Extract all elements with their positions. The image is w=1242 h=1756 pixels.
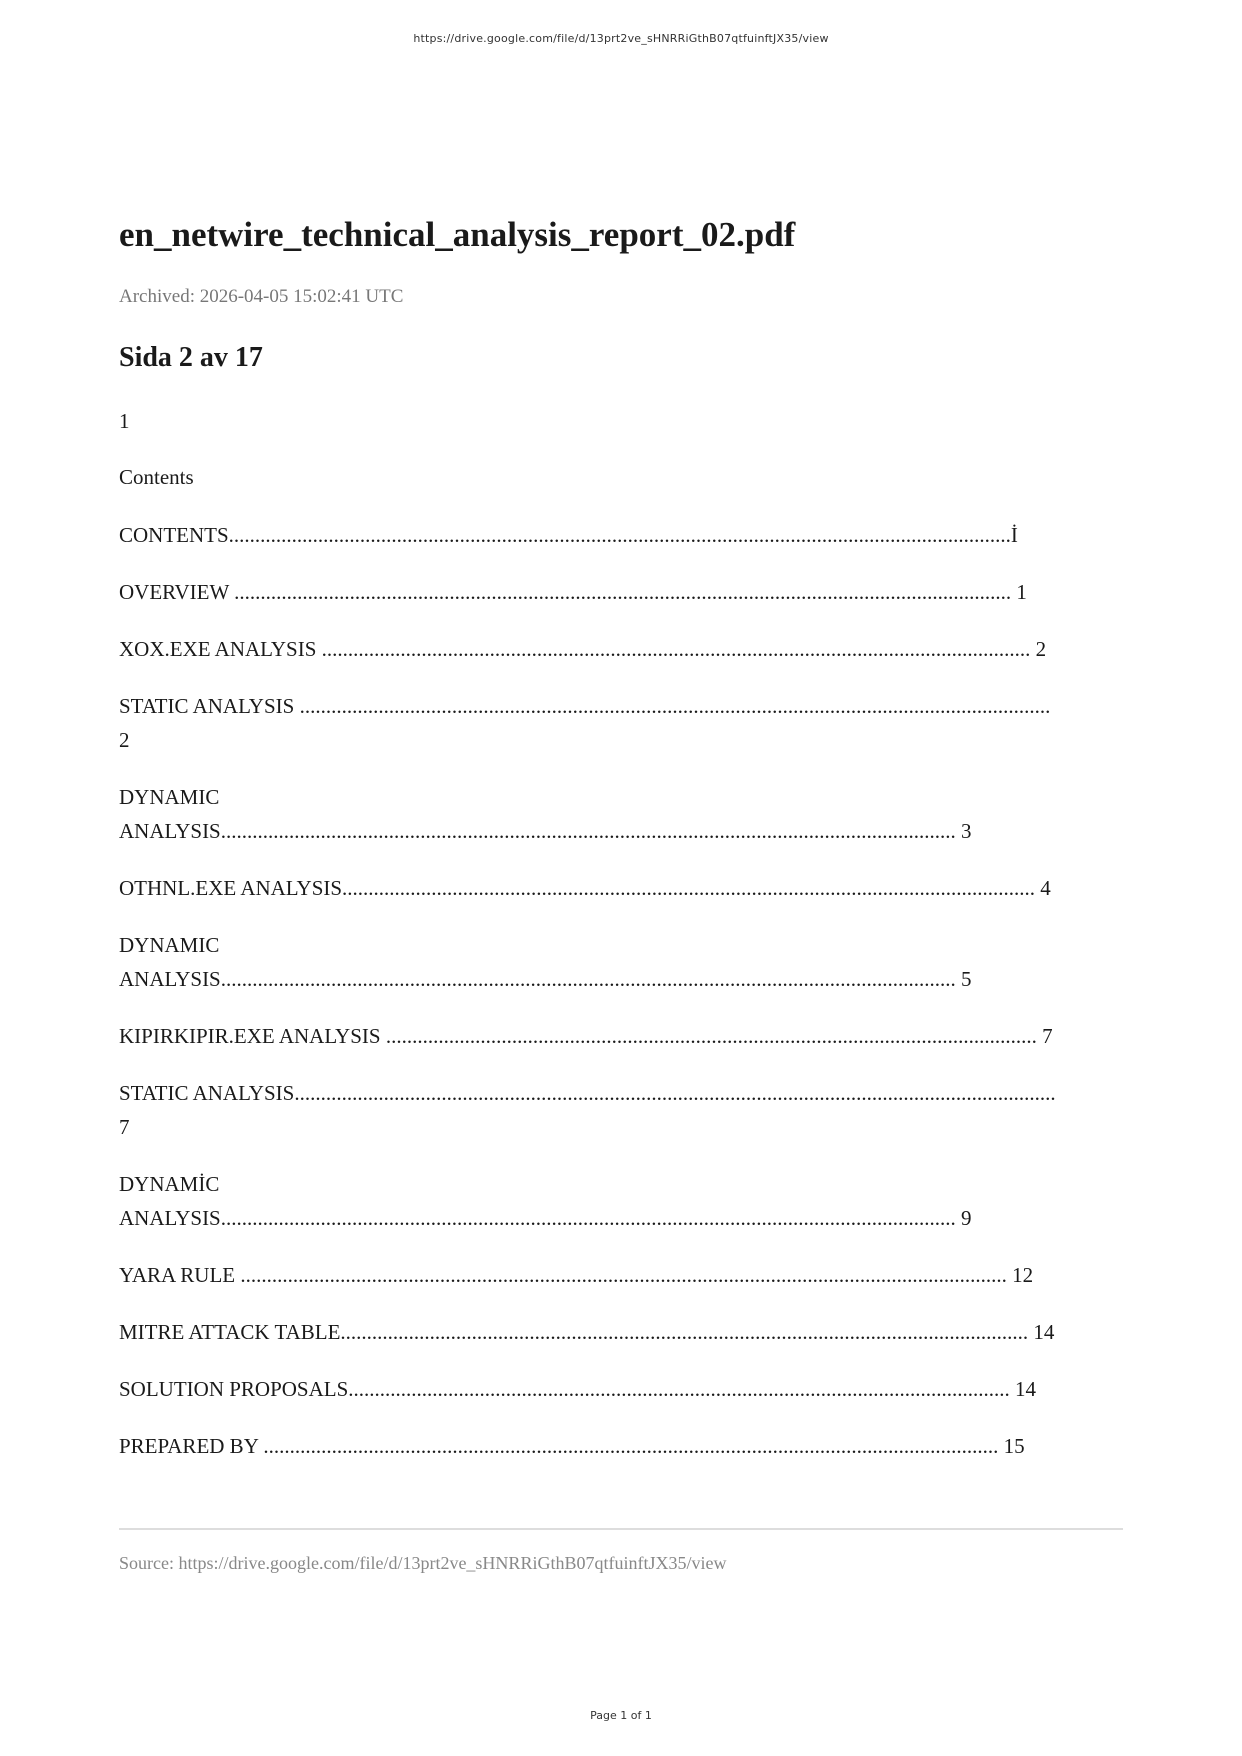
page-heading: Sida 2 av 17: [119, 342, 263, 373]
toc-entry-contents: CONTENTS.....................................................................................................................................................İ: [119, 523, 1018, 547]
print-header-url: https://drive.google.com/file/d/13prt2ve_sHNRRiGthB07qtfuinftJX35/view: [413, 32, 829, 45]
divider: [119, 1528, 1123, 1530]
toc-entry-kipirkipir-static-analysis: STATIC ANALYSIS................................................................................................................................................. 7: [119, 1081, 1056, 1139]
toc-entry-othnl-analysis: OTHNL.EXE ANALYSIS.................................................................................................................................... 4: [119, 876, 1051, 900]
contents-label: Contents: [119, 465, 194, 489]
toc-entry-prepared-by: PREPARED BY ............................................................................................................................................ 15: [119, 1434, 1025, 1458]
toc-entry-xox-dynamic-analysis: DYNAMIC ANALYSIS............................................................................................................................................ 3: [119, 785, 972, 843]
toc-entry-yara-rule: YARA RULE .................................................................................................................................................. 12: [119, 1263, 1034, 1287]
document-title: en_netwire_technical_analysis_report_02.pdf: [119, 215, 796, 254]
print-footer-page-label: Page 1 of 1: [590, 1709, 652, 1722]
toc-entry-overview: OVERVIEW .................................................................................................................................................... 1: [119, 580, 1027, 604]
toc-entry-kipirkipir-analysis: KIPIRKIPIR.EXE ANALYSIS ............................................................................................................................ 7: [119, 1024, 1053, 1048]
toc-entry-xox-static-analysis: STATIC ANALYSIS ............................................................................................................................................... 2: [119, 694, 1051, 752]
archived-timestamp: Archived: 2026-04-05 15:02:41 UTC: [119, 286, 404, 307]
table-of-contents: [119, 518, 1123, 1486]
toc-entry-othnl-dynamic-analysis: DYNAMIC ANALYSIS............................................................................................................................................ 5: [119, 933, 972, 991]
toc-entry-mitre-attack-table: MITRE ATTACK TABLE................................................................................................................................... 14: [119, 1320, 1055, 1344]
toc-entry-xox-analysis: XOX.EXE ANALYSIS ....................................................................................................................................... 2: [119, 637, 1047, 661]
source-link: Source: https://drive.google.com/file/d/13prt2ve_sHNRRiGthB07qtfuinftJX35/view: [119, 1553, 727, 1573]
toc-entry-kipirkipir-dynamic-analysis: DYNAMİC ANALYSIS............................................................................................................................................ 9: [119, 1172, 972, 1230]
page-number: 1: [119, 409, 130, 433]
toc-entry-solution-proposals: SOLUTION PROPOSALS.............................................................................................................................. 14: [119, 1377, 1037, 1401]
